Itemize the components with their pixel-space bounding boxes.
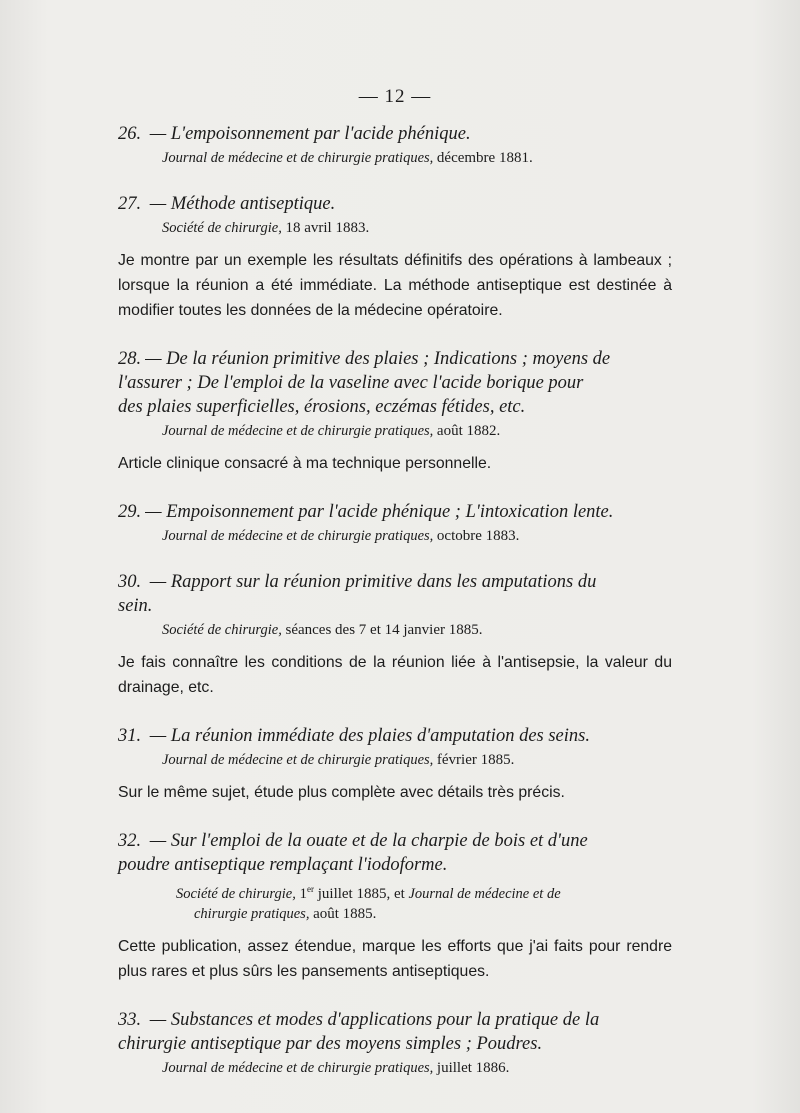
entry-number: 29. — [118, 502, 142, 522]
entry-32 — [118, 829, 672, 984]
entry-body: Article clinique consacré à ma technique personnelle. — [118, 455, 492, 472]
source-date — [299, 886, 404, 902]
entry-31 — [118, 724, 672, 805]
entry-source — [118, 879, 672, 924]
entry-title — [118, 829, 672, 877]
source-date: août 1882. — [436, 423, 501, 439]
entry-source — [118, 526, 672, 546]
entry-title-line: — De la réunion primitive des plaies ; Indications ; moyens de — [145, 349, 611, 369]
entry-28 — [118, 347, 672, 476]
entry-27 — [118, 192, 672, 323]
entry-title-line: — La réunion immédiate des plaies d'amputation des seins. — [149, 726, 590, 746]
entry-body: Je fais connaître les conditions de la réunion liée à l'antisepsie, la valeur du drainage, etc. — [118, 654, 672, 696]
entry-title-line: poudre antiseptique remplaçant l'iodoforme. — [118, 855, 448, 875]
source-date: juillet 1886. — [436, 1060, 510, 1076]
entry-title — [118, 500, 672, 524]
entry-26 — [118, 122, 672, 168]
entry-title — [118, 122, 672, 146]
entry-number: 32. — [118, 831, 142, 851]
entry-number: 28. — [118, 349, 142, 369]
entry-title — [118, 347, 672, 419]
source-date: février 1885. — [436, 752, 515, 768]
source-date: août 1885. — [313, 906, 377, 922]
source-day: 1 — [299, 886, 307, 902]
source-publication: Journal de médecine et de chirurgie pratiques, — [162, 752, 434, 768]
entry-source — [118, 421, 672, 441]
source-publication: Société de chirurgie, — [176, 886, 296, 902]
source-date-rest: juillet 1885, et — [317, 886, 405, 902]
entry-body: Cette publication, assez étendue, marque les efforts que j'ai faits pour rendre plus rares et plus sûrs les pansements antiseptiques. — [118, 938, 672, 980]
source-publication: Journal de médecine et de chirurgie pratiques, — [162, 528, 434, 544]
entry-title-line: sein. — [118, 596, 153, 616]
source-publication: Journal de médecine et de chirurgie pratiques, — [162, 1060, 434, 1076]
entry-number: 27. — [118, 194, 142, 214]
entry-title-line: chirurgie antiseptique par des moyens simples ; Poudres. — [118, 1034, 543, 1054]
entry-number: 26. — [118, 124, 142, 144]
source-date: octobre 1883. — [436, 528, 520, 544]
entry-source — [118, 750, 672, 770]
entry-title — [118, 570, 672, 618]
entry-source — [118, 620, 672, 640]
source-publication: Société de chirurgie, — [162, 220, 282, 236]
entry-29 — [118, 500, 672, 546]
entry-body: Je montre par un exemple les résultats définitifs des opérations à lambeaux ; lorsque la réunion a été immédiate. La méthode antiseptique est destinée à modifier toutes les données de la médecine opératoire. — [118, 252, 672, 319]
entry-title-line: — Sur l'emploi de la ouate et de la charpie de bois et d'une — [149, 831, 588, 851]
entry-title-line: — Méthode antiseptique. — [149, 194, 336, 214]
source-day-suffix: er — [306, 884, 314, 894]
source-date: 18 avril 1883. — [285, 220, 370, 236]
source-date: décembre 1881. — [436, 150, 533, 166]
source-publication: Société de chirurgie, — [162, 622, 282, 638]
source-date: séances des 7 et 14 janvier 1885. — [285, 622, 483, 638]
entry-title-line: des plaies superficielles, érosions, eczémas fétides, etc. — [118, 397, 526, 417]
entry-title — [118, 724, 672, 748]
entry-title — [118, 1008, 672, 1056]
entry-number: 31. — [118, 726, 142, 746]
source-publication-2: Journal de médecine et de — [408, 886, 561, 902]
entry-33 — [118, 1008, 672, 1078]
entry-source — [118, 1058, 672, 1078]
entry-title-line: — Substances et modes d'applications pour la pratique de la — [149, 1010, 600, 1030]
entry-title-line: — Rapport sur la réunion primitive dans les amputations du — [149, 572, 597, 592]
entry-title-line: l'assurer ; De l'emploi de la vaseline avec l'acide borique pour — [118, 373, 584, 393]
source-publication-3: chirurgie pratiques, — [194, 906, 310, 922]
entry-source — [118, 218, 672, 238]
entry-30 — [118, 570, 672, 700]
entry-title — [118, 192, 672, 216]
entry-title-line: — L'empoisonnement par l'acide phénique. — [149, 124, 471, 144]
entry-number: 33. — [118, 1010, 142, 1030]
source-publication: Journal de médecine et de chirurgie pratiques, — [162, 423, 434, 439]
source-publication: Journal de médecine et de chirurgie pratiques, — [162, 150, 434, 166]
entry-title-line: — Empoisonnement par l'acide phénique ; L'intoxication lente. — [145, 502, 614, 522]
entry-source — [118, 148, 672, 168]
page-number: — 12 — — [358, 86, 432, 107]
entry-body: Sur le même sujet, étude plus complète avec détails très précis. — [118, 784, 565, 801]
entry-number: 30. — [118, 572, 142, 592]
